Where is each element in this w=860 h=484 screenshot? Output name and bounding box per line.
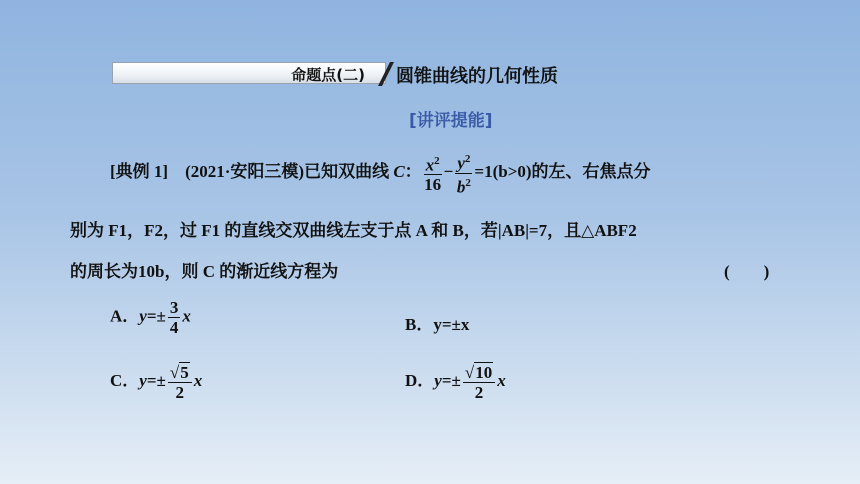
example-tag: [典例 1] — [110, 162, 169, 182]
option-d-label: D． — [405, 370, 435, 390]
curve-name: C — [393, 162, 405, 182]
answer-blank: ( ) — [724, 262, 770, 281]
problem-line-1: [典例 1] (2021·安阳三模)已知双曲线 C： $\frac{x^2}{16}$ − $\frac{y^2}{b^2}$ =1(b>0)的左、右焦点分 — [110, 150, 651, 196]
problem-intro: 已知双曲线 — [304, 162, 390, 182]
fraction-x2-16: $\frac{x^2}{16}$ — [424, 152, 442, 195]
topic-title: 圆锥曲线的几何性质 — [396, 66, 558, 87]
problem-source: (2021·安阳三模) — [185, 162, 305, 182]
problem-line-3: 的周长为10b，则 C 的渐近线方程为 — [70, 262, 339, 281]
topic-header-label: 命题点(二) — [291, 66, 365, 84]
option-a: A．y=± $\frac{3}{4}$ x — [110, 298, 191, 337]
option-a-label: A． — [110, 306, 140, 326]
option-b-expression: y=±x — [433, 315, 470, 334]
option-a-fraction: $\frac{3}{4}$ — [169, 298, 179, 337]
section-subheading: [讲评提能] — [409, 111, 493, 131]
option-c-fraction: $\frac{√5}{2}$ — [168, 362, 192, 402]
problem-line-2: 别为 F1，F2，过 F1 的直线交双曲线左支于点 A 和 B，若|AB|=7，且△ABF2 — [70, 221, 637, 240]
option-b — [405, 310, 469, 335]
option-d: D．y=± $\frac{√10}{2}$ x — [405, 363, 506, 402]
fraction-y2-b2: $\frac{y^2}{b^2}$ — [455, 150, 472, 196]
topic-header-bar — [112, 62, 386, 84]
option-d-fraction: $\frac{√10}{2}$ — [463, 362, 495, 402]
equation-rest: =1(b>0)的左、右焦点分 — [474, 162, 651, 182]
slash-divider-icon — [372, 58, 396, 88]
option-b-label: B． — [405, 315, 434, 334]
option-c-label: C． — [110, 370, 140, 390]
option-c: C．y=± $\frac{√5}{2}$ x — [110, 363, 203, 402]
